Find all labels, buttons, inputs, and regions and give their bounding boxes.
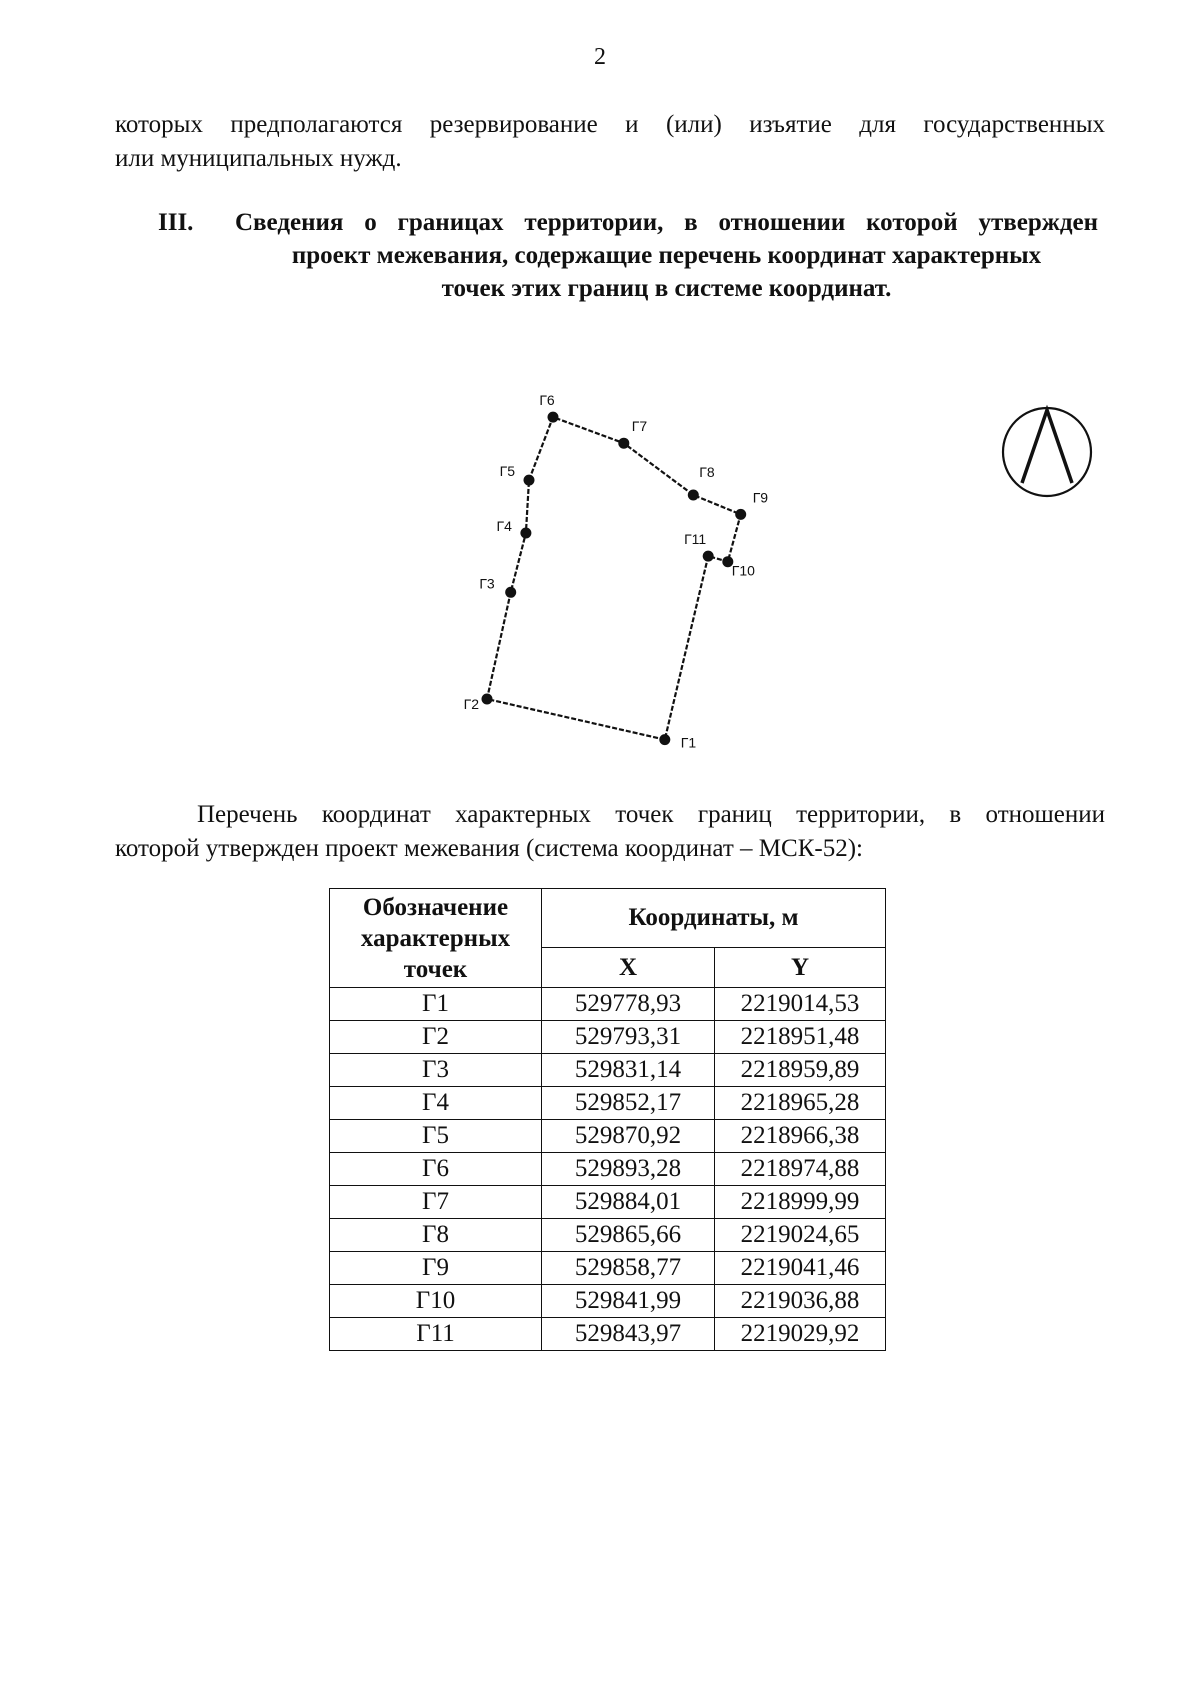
y-cell: 2218951,48 [715,1021,886,1054]
list-intro-paragraph [115,798,1105,866]
point-cell: Г4 [330,1087,542,1120]
boundary-point-marker [735,509,746,520]
boundary-point-marker [548,412,559,423]
boundary-scheme [0,0,1200,760]
boundary-point-marker [659,734,670,745]
boundary-point-marker [618,438,629,449]
y-cell: 2219029,92 [715,1318,886,1351]
x-cell: 529852,17 [542,1087,715,1120]
boundary-point-marker [505,587,516,598]
coordinates-table-body [330,988,886,1351]
x-cell: 529870,92 [542,1120,715,1153]
y-cell: 2219041,46 [715,1252,886,1285]
point-cell: Г5 [330,1120,542,1153]
table-row [330,988,886,1021]
table-row [330,1252,886,1285]
x-cell: 529831,14 [542,1054,715,1087]
list-intro-line-2: которой утвержден проект межевания (система координат – МСК-52): [115,835,863,862]
header-x: X [542,947,715,987]
table-row [330,1318,886,1351]
boundary-point-marker [688,490,699,501]
point-cell: Г9 [330,1252,542,1285]
boundary-point-label: Г7 [631,418,648,435]
section-title-line-3: точек этих границ в системе координат. [441,275,892,302]
section-title-line-1: Сведения о границах территории, в отношении которой утвержден [235,209,1098,236]
y-cell: 2219014,53 [715,988,886,1021]
boundary-point-marker [520,528,531,539]
boundary-point-label: Г5 [499,463,515,480]
boundary-point-label: Г9 [752,489,769,506]
point-cell: Г6 [330,1153,542,1186]
y-cell: 2218959,89 [715,1054,886,1087]
point-cell: Г8 [330,1219,542,1252]
x-cell: 529858,77 [542,1252,715,1285]
boundary-point-label: Г3 [479,575,495,592]
point-cell: Г3 [330,1054,542,1087]
header-point: Обозначение характерных точек [330,889,542,988]
intro-line-1: которых предполагаются резервирование и (или) изъятие для государственных [115,111,1105,138]
y-cell: 2218974,88 [715,1153,886,1186]
section-number: III. [158,209,194,236]
coordinates-table [329,888,886,1351]
y-cell: 2218999,99 [715,1186,886,1219]
boundary-point-label: Г4 [496,518,512,534]
boundary-point-label: Г10 [731,562,755,579]
header-y: Y [715,947,886,987]
table-row [330,1219,886,1252]
y-cell: 2219024,65 [715,1219,886,1252]
x-cell: 529841,99 [542,1285,715,1318]
x-cell: 529793,31 [542,1021,715,1054]
boundary-point-label: Г6 [539,392,555,409]
boundary-point-label: Г11 [684,531,707,548]
boundary-point-marker [524,475,535,486]
section-title-line-2: проект межевания, содержащие перечень координат характерных [291,242,1042,269]
list-intro-line-1: Перечень координат характерных точек границ территории, в отношении [197,801,1105,828]
x-cell: 529865,66 [542,1219,715,1252]
y-cell: 2219036,88 [715,1285,886,1318]
boundary-point-marker [482,694,493,705]
boundary-points [464,392,769,750]
boundary-point-marker [703,551,714,562]
x-cell: 529843,97 [542,1318,715,1351]
point-cell: Г2 [330,1021,542,1054]
x-cell: 529778,93 [542,988,715,1021]
table-row [330,1087,886,1120]
boundary-point-label: Г1 [680,734,697,751]
table-row [330,1021,886,1054]
table-row [330,1153,886,1186]
point-cell: Г7 [330,1186,542,1219]
north-arrow-icon [1003,408,1091,496]
x-cell: 529884,01 [542,1186,715,1219]
boundary-point-label: Г8 [699,464,715,480]
x-cell: 529893,28 [542,1153,715,1186]
boundary-point-label: Г2 [463,696,479,712]
page-number: 2 [594,44,606,70]
point-cell: Г10 [330,1285,542,1318]
intro-line-2: или муниципальных нужд. [115,145,402,172]
table-row [330,1120,886,1153]
y-cell: 2218966,38 [715,1120,886,1153]
header-coordinates: Координаты, м [542,889,886,948]
table-row [330,1285,886,1318]
table-row [330,1186,886,1219]
point-cell: Г1 [330,988,542,1021]
point-cell: Г11 [330,1318,542,1351]
y-cell: 2218965,28 [715,1087,886,1120]
table-row [330,1054,886,1087]
